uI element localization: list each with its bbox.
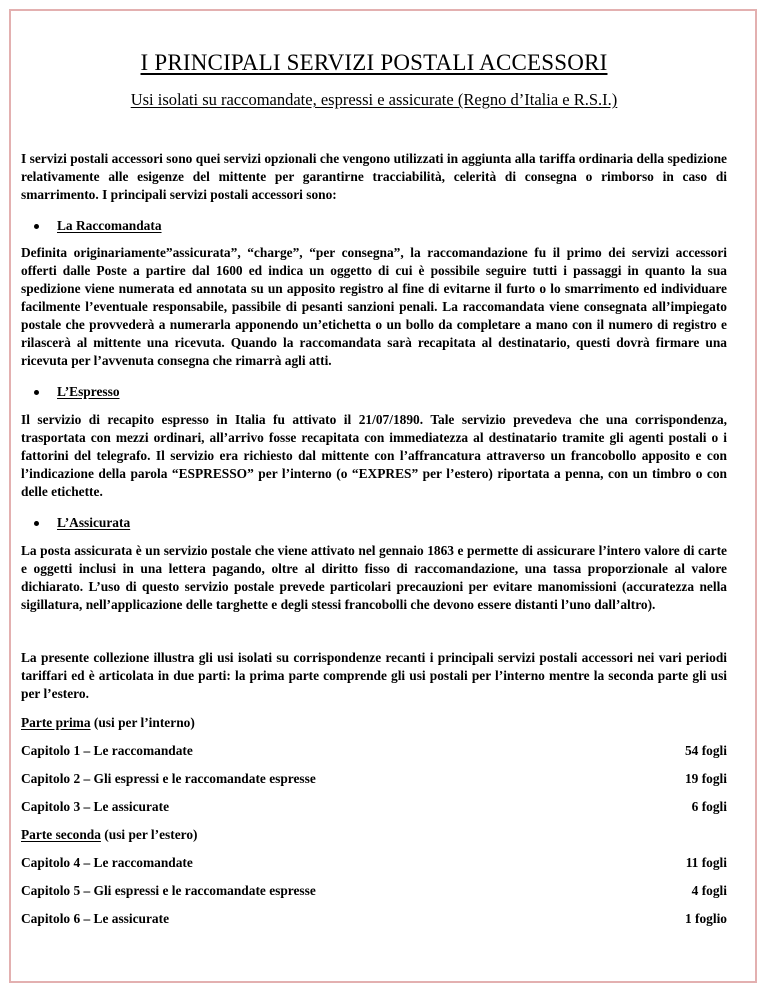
collection-paragraph: La presente collezione illustra gli usi isolati su corrispondenze recanti i principali servizi postali accessori nei vari periodi tariffari ed è articolata in due parti: la prima parte comprende gli usi postali per l’interno mentre la seconda parte gli usi per l’estero. <box>21 650 727 701</box>
page-title: I PRINCIPALI SERVIZI POSTALI ACCESSORI <box>140 50 608 75</box>
section-heading-raccomandata <box>21 217 727 235</box>
chapter-row <box>21 882 727 900</box>
chapter-row <box>21 910 727 928</box>
chapter-title: Capitolo 2 – Gli espressi e le raccomandate espresse <box>21 771 316 786</box>
section-text-raccomandata: Definita originariamente”assicurata”, “charge”, “per consegna”, la raccomandazione fu il primo dei servizi accessori offerti dalle Poste a partire dal 1600 ed indica un oggetto di cui è possibile seguire tutti i passaggi in quanto la sua spedizione viene numerata ed annotata su un apposito registro al fine di evitarne il furto o lo smarrimento ed individuare facilmente l’eventuale responsabile, passibile di pesanti sanzioni penali. La raccomandata viene consegnata all’impiegato postale che provvederà a numerarla apponendo un’etichetta o un bollo da completare a mano con il numero di registro e rilascerà al mittente una ricevuta. Quando la raccomandata sarà recapitata al destinatario, questi dovrà firmare una ricevuta per l’avvenuta consegna che rimarrà agli atti. <box>21 245 727 368</box>
bullet-icon <box>34 521 39 526</box>
chapter-row <box>21 742 727 760</box>
part-suffix: (usi per l’interno) <box>90 715 195 730</box>
document-body <box>21 50 727 928</box>
bullet-icon <box>34 390 39 395</box>
section-heading-espresso <box>21 383 727 401</box>
part-suffix: (usi per l’estero) <box>100 827 198 842</box>
chapter-pages: 6 fogli <box>691 799 727 814</box>
chapter-title: Capitolo 1 – Le raccomandate <box>21 743 193 758</box>
chapter-row <box>21 798 727 816</box>
chapter-title: Capitolo 5 – Gli espressi e le raccomandate espresse <box>21 883 316 898</box>
section-heading-assicurata <box>21 514 727 532</box>
intro-paragraph: I servizi postali accessori sono quei servizi opzionali che vengono utilizzati in aggiunta alla tariffa ordinaria della spedizione relativamente alle esigenze del mittente per garantirne tracciabilità, celerità di consegna o rimborso in caso di smarrimento. I principali servizi postali accessori sono: <box>21 151 727 202</box>
bullet-icon <box>34 224 39 229</box>
chapter-title: Capitolo 3 – Le assicurate <box>21 799 170 814</box>
section-text-assicurata: La posta assicurata è un servizio postale che viene attivato nel gennaio 1863 e permette di assicurare l’intero valore di carte e oggetti inclusi in una lettera pagando, oltre al diritto fisso di raccomandazione, una tassa proporzionale al valore dichiarato. L’uso di questo servizio postale prevede particolari precauzioni per evitare manomissioni (accuratezza nella sigillatura, nell’applicazione delle targhette e degli stessi francobolli che devono essere distanti l’uno dall’altro). <box>21 543 727 612</box>
section-heading-label: L’Espresso <box>57 384 120 399</box>
part-heading-seconda <box>21 826 727 844</box>
chapter-pages: 4 fogli <box>691 883 727 898</box>
part-label: Parte prima <box>21 715 91 730</box>
part-label: Parte seconda <box>21 827 101 842</box>
chapter-pages: 1 foglio <box>684 911 727 926</box>
chapter-pages: 19 fogli <box>684 771 727 786</box>
chapter-row <box>21 854 727 872</box>
chapter-row <box>21 770 727 788</box>
page-subtitle: Usi isolati su raccomandate, espressi e assicurate (Regno d’Italia e R.S.I.) <box>130 90 618 109</box>
chapter-title: Capitolo 4 – Le raccomandate <box>21 855 193 870</box>
section-heading-label: La Raccomandata <box>57 218 162 233</box>
chapter-pages: 54 fogli <box>684 743 727 758</box>
part-heading-prima <box>21 714 727 732</box>
section-text-espresso: Il servizio di recapito espresso in Italia fu attivato il 21/07/1890. Tale servizio prevedeva che una corrispondenza, trasportata con mezzi ordinari, all’arrivo fosse recapitata con immediatezza al destinatario tramite gli agenti postali o i fattorini del telegrafo. Il servizio era richiesto dal mittente con l’affrancatura attraverso un francobollo apposito e con l’indicazione della parola “ESPRESSO” per l’interno (o “EXPRES” per l’estero) riportata a penna, con un timbro o con delle etichette. <box>21 412 727 499</box>
section-heading-label: L’Assicurata <box>57 515 131 530</box>
chapter-pages: 11 fogli <box>685 855 727 870</box>
chapter-title: Capitolo 6 – Le assicurate <box>21 911 170 926</box>
